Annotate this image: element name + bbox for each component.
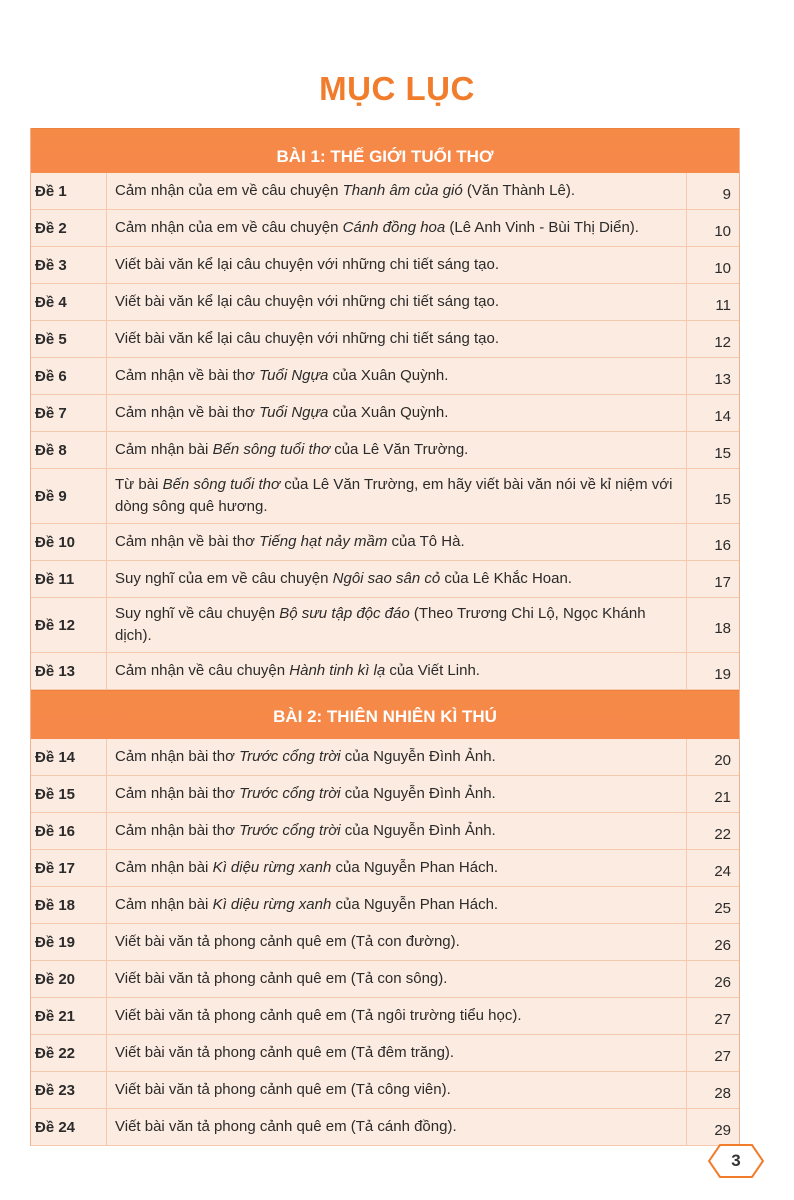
entry-title-text: Cảm nhận bài xyxy=(115,859,213,876)
entry-number: Đề 21 xyxy=(31,998,107,1034)
entry-title-suffix: của Viết Linh. xyxy=(385,662,480,679)
toc-row[interactable] xyxy=(31,653,739,690)
entry-number: Đề 13 xyxy=(31,653,107,689)
work-title: Bộ sưu tập độc đáo xyxy=(279,605,410,622)
entry-title xyxy=(107,210,687,246)
entry-page: 22 xyxy=(714,825,731,843)
entry-page: 14 xyxy=(714,407,731,425)
toc-row[interactable] xyxy=(31,813,739,850)
work-title: Ngôi sao sân cỏ xyxy=(332,570,441,587)
entry-page: 18 xyxy=(714,619,731,637)
toc-row[interactable] xyxy=(31,432,739,469)
entry-title-suffix: của Xuân Quỳnh. xyxy=(328,367,449,384)
entry-page: 27 xyxy=(714,1010,731,1028)
entry-title xyxy=(107,653,687,689)
entry-title-suffix: của Lê Văn Trường. xyxy=(330,441,469,458)
entry-title-text: Viết bài văn kể lại câu chuyện với những chi tiết sáng tạo. xyxy=(115,330,500,347)
entry-page: 25 xyxy=(714,899,731,917)
toc-row[interactable] xyxy=(31,210,739,247)
toc-row[interactable] xyxy=(31,850,739,887)
entry-title xyxy=(107,1072,687,1108)
work-title: Trước cổng trời xyxy=(239,748,341,765)
toc-row[interactable] xyxy=(31,173,739,210)
entry-title xyxy=(107,1035,687,1071)
entry-title-text: Viết bài văn tả phong cảnh quê em (Tả ngôi trường tiểu học). xyxy=(115,1007,522,1024)
entry-title-text: Viết bài văn kể lại câu chuyện với những chi tiết sáng tạo. xyxy=(115,293,500,310)
entry-title xyxy=(107,173,687,209)
table-of-contents xyxy=(30,128,740,1146)
entry-number: Đề 3 xyxy=(31,247,107,283)
entry-title xyxy=(107,998,687,1034)
entry-title-suffix: của Nguyễn Đình Ảnh. xyxy=(340,822,496,839)
entry-number: Đề 2 xyxy=(31,210,107,246)
entry-title-suffix: (Theo Trương Chi Lộ, Ngọc Khánh dịch). xyxy=(115,605,646,644)
work-title: Tiếng hạt nảy mầm xyxy=(259,533,388,550)
entry-page: 21 xyxy=(714,788,731,806)
toc-row[interactable] xyxy=(31,776,739,813)
work-title: Bến sông tuổi thơ xyxy=(162,476,281,493)
entry-title xyxy=(107,1109,687,1145)
entry-title-text: Viết bài văn tả phong cảnh quê em (Tả cánh đồng). xyxy=(115,1118,457,1135)
entry-title-text: Viết bài văn kể lại câu chuyện với những chi tiết sáng tạo. xyxy=(115,256,500,273)
entry-title xyxy=(107,924,687,960)
entry-title-suffix: của Nguyễn Đình Ảnh. xyxy=(340,748,496,765)
toc-row[interactable] xyxy=(31,924,739,961)
entry-number: Đề 20 xyxy=(31,961,107,997)
entry-page: 10 xyxy=(714,222,731,240)
page-title: MỤC LỤC xyxy=(319,70,475,107)
entry-page: 11 xyxy=(715,296,731,314)
entry-title-suffix: của Tô Hà. xyxy=(387,533,465,550)
section-heading: BÀI 2: THIÊN NHIÊN KÌ THÚ xyxy=(31,690,739,739)
entry-page: 28 xyxy=(714,1084,731,1102)
entry-title-text: Viết bài văn tả phong cảnh quê em (Tả công viên). xyxy=(115,1081,451,1098)
entry-page: 16 xyxy=(714,536,731,554)
entry-number: Đề 8 xyxy=(31,432,107,468)
entry-number: Đề 17 xyxy=(31,850,107,886)
entry-title-text: Viết bài văn tả phong cảnh quê em (Tả con sông). xyxy=(115,970,448,987)
entry-title xyxy=(107,887,687,923)
toc-row[interactable] xyxy=(31,887,739,924)
toc-row[interactable] xyxy=(31,739,739,776)
work-title: Trước cổng trời xyxy=(239,822,341,839)
page-number: 3 xyxy=(731,1151,741,1170)
entry-title xyxy=(107,850,687,886)
entry-title-text: Cảm nhận bài thơ xyxy=(115,785,240,802)
entry-number: Đề 18 xyxy=(31,887,107,923)
entry-title-suffix: của Nguyễn Đình Ảnh. xyxy=(340,785,496,802)
entry-number: Đề 23 xyxy=(31,1072,107,1108)
toc-row[interactable] xyxy=(31,524,739,561)
work-title: Trước cổng trời xyxy=(239,785,341,802)
toc-row[interactable] xyxy=(31,998,739,1035)
entry-title xyxy=(107,524,687,560)
entry-title-text: Cảm nhận của em về câu chuyện xyxy=(115,219,343,236)
entry-title-text: Suy nghĩ về câu chuyện xyxy=(115,605,280,622)
entry-title-suffix: của Lê Khắc Hoan. xyxy=(440,570,572,587)
entry-number: Đề 5 xyxy=(31,321,107,357)
entry-page: 24 xyxy=(714,862,731,880)
entry-title xyxy=(107,561,687,597)
entry-title-text: Viết bài văn tả phong cảnh quê em (Tả đêm trăng). xyxy=(115,1044,455,1061)
entry-page: 26 xyxy=(714,973,731,991)
entry-number: Đề 10 xyxy=(31,524,107,560)
work-title: Hành tinh kì lạ xyxy=(289,662,386,679)
entry-page: 10 xyxy=(714,259,731,277)
entry-page: 27 xyxy=(714,1047,731,1065)
entry-title-text: Cảm nhận về bài thơ xyxy=(115,533,260,550)
work-title: Thanh âm của gió xyxy=(342,182,463,199)
toc-row[interactable] xyxy=(31,561,739,598)
entry-title-suffix: của Nguyễn Phan Hách. xyxy=(331,859,499,876)
entry-page: 15 xyxy=(714,444,731,462)
work-title: Kì diệu rừng xanh xyxy=(212,859,332,876)
toc-row[interactable] xyxy=(31,247,739,284)
entry-page: 12 xyxy=(714,333,731,351)
entry-number: Đề 9 xyxy=(31,469,107,523)
entry-page: 29 xyxy=(714,1121,731,1139)
toc-row[interactable] xyxy=(31,1035,739,1072)
entry-number: Đề 19 xyxy=(31,924,107,960)
entry-number: Đề 11 xyxy=(31,561,107,597)
entry-number: Đề 4 xyxy=(31,284,107,320)
entry-title xyxy=(107,321,687,357)
toc-row[interactable] xyxy=(31,321,739,358)
entry-number: Đề 6 xyxy=(31,358,107,394)
entry-title-suffix: (Lê Anh Vinh - Bùi Thị Diển). xyxy=(445,219,639,236)
entry-number: Đề 1 xyxy=(31,173,107,209)
work-title: Tuổi Ngựa xyxy=(259,367,329,384)
entry-title xyxy=(107,469,687,523)
entry-title xyxy=(107,961,687,997)
entry-page: 26 xyxy=(714,936,731,954)
entry-number: Đề 7 xyxy=(31,395,107,431)
entry-number: Đề 16 xyxy=(31,813,107,849)
entry-title-text: Viết bài văn tả phong cảnh quê em (Tả con đường). xyxy=(115,933,460,950)
entry-number: Đề 22 xyxy=(31,1035,107,1071)
entry-title-text: Cảm nhận về câu chuyện xyxy=(115,662,290,679)
entry-title-suffix: của Lê Văn Trường, em hãy viết bài văn nói về kỉ niệm với dòng sông quê hương. xyxy=(115,476,673,515)
section-heading: BÀI 1: THẾ GIỚI TUỔI THƠ xyxy=(31,128,739,173)
entry-number: Đề 24 xyxy=(31,1109,107,1145)
toc-row[interactable] xyxy=(31,358,739,395)
entry-page: 9 xyxy=(722,185,731,203)
work-title: Tuổi Ngựa xyxy=(259,404,329,421)
toc-row[interactable] xyxy=(31,598,739,653)
entry-number: Đề 15 xyxy=(31,776,107,812)
entry-title xyxy=(107,395,687,431)
entry-page: 19 xyxy=(714,665,731,683)
work-title: Kì diệu rừng xanh xyxy=(212,896,332,913)
entry-title xyxy=(107,247,687,283)
entry-title-text: Cảm nhận bài thơ xyxy=(115,748,240,765)
entry-title-text: Từ bài xyxy=(115,476,163,493)
entry-title-text: Cảm nhận về bài thơ xyxy=(115,367,260,384)
toc-row[interactable] xyxy=(31,1109,739,1146)
entry-page: 17 xyxy=(714,573,731,591)
entry-title-suffix: (Văn Thành Lê). xyxy=(462,182,576,199)
entry-title-suffix: của Nguyễn Phan Hách. xyxy=(331,896,499,913)
entry-title-text: Suy nghĩ của em về câu chuyện xyxy=(115,570,333,587)
entry-title xyxy=(107,739,687,775)
entry-title-text: Cảm nhận bài xyxy=(115,896,213,913)
entry-title xyxy=(107,432,687,468)
toc-row[interactable] xyxy=(31,1072,739,1109)
entry-page: 15 xyxy=(714,490,731,508)
entry-title xyxy=(107,284,687,320)
toc-row[interactable] xyxy=(31,961,739,998)
entry-page: 20 xyxy=(714,751,731,769)
entry-number: Đề 14 xyxy=(31,739,107,775)
toc-row[interactable] xyxy=(31,395,739,432)
entry-title xyxy=(107,813,687,849)
toc-row[interactable] xyxy=(31,469,739,524)
entry-title xyxy=(107,358,687,394)
entry-number: Đề 12 xyxy=(31,598,107,652)
entry-title-text: Cảm nhận bài xyxy=(115,441,213,458)
entry-title-text: Cảm nhận của em về câu chuyện xyxy=(115,182,343,199)
entry-title-suffix: của Xuân Quỳnh. xyxy=(328,404,449,421)
entry-title xyxy=(107,598,687,652)
toc-row[interactable] xyxy=(31,284,739,321)
page-number-badge xyxy=(708,1144,764,1178)
entry-page: 13 xyxy=(714,370,731,388)
entry-title-text: Cảm nhận bài thơ xyxy=(115,822,240,839)
entry-title-text: Cảm nhận về bài thơ xyxy=(115,404,260,421)
work-title: Bến sông tuổi thơ xyxy=(212,441,331,458)
work-title: Cánh đồng hoa xyxy=(342,219,446,236)
entry-title xyxy=(107,776,687,812)
